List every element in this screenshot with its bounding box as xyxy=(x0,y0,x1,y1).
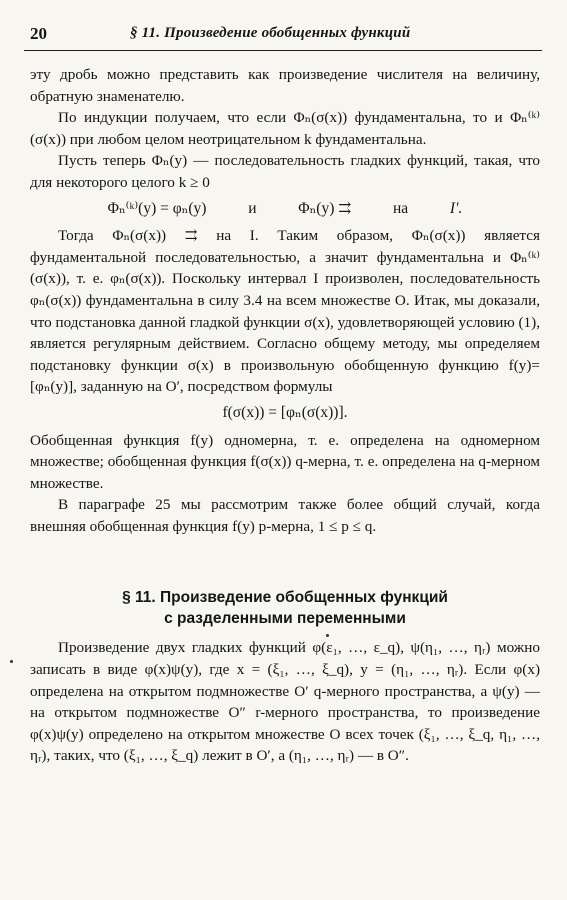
page-body xyxy=(30,64,540,767)
formula-2: f(σ(x)) = [φₙ(σ(x))]. xyxy=(222,403,348,421)
formula-1-tail: на xyxy=(392,199,409,217)
formula-1 xyxy=(30,198,540,220)
paragraph: Произведение двух гладких функций φ(ε₁, …, ε_q), ψ(η₁, …, ηᵣ) можно записать в виде φ(x)ψ(y), где x = (ξ₁, …, ξ_q), y = (η₁, …, ηᵣ). Если φ(x) определена на открытом подмножестве O′ q-мерного пространства, а ψ(y) — на открытом подмножестве O″ r-мерного пространства, то произведение φ(x)ψ(y) определено на открытом множестве O всех точек (ξ₁, …, ξ_q, η₁, …, ηᵣ), таких, что (ξ₁, …, ξ_q) лежит в O′, а (η₁, …, ηᵣ) — в O″. xyxy=(30,639,540,765)
section-heading xyxy=(30,587,540,629)
paragraph: По индукции получаем, что если Φₙ(σ(x)) фундаментальна, то и Φₙ⁽ᵏ⁾(σ(x)) при любом целом неотрицательном k фундаментальна. xyxy=(30,109,540,148)
paragraph: Обобщенная функция f(y) одномерна, т. е. определена на одномерном множестве; обобщенная функция f(σ(x)) q-мерна, т. е. определена на q-мерном множестве. xyxy=(30,431,540,492)
running-title: § 11. Произведение обобщенных функций xyxy=(130,25,411,41)
paragraph: Тогда Φₙ(σ(x)) ⇉ на I. Таким образом, Φₙ(σ(x)) является фундаментальной последовательностью, а значит фундаментальна и Φₙ⁽ᵏ⁾(σ(x)), т. е. φₙ(σ(x)). Поскольку интервал I произволен, последовательность φₙ(σ(x)) фундаментальна в силу 3.4 на всем множестве O. Итак, мы доказали, что подстановка данной гладкой функции σ(x), удовлетворяющей условию (1), является регулярным действием. Согласно общему методу, мы определяем подстановку функции σ(x) в произвольную обобщенную функцию f(y)=[φₙ(y)], заданную на O′, посредством формулы xyxy=(30,227,540,396)
section-title-line-1: § 11. Произведение обобщенных функций xyxy=(122,589,448,607)
paragraph: Пусть теперь Φₙ(y) — последовательность гладких функций, такая, что для некоторого целого k ≥ 0 xyxy=(30,152,540,191)
page-number: 20 xyxy=(30,24,47,43)
section-title-line-2: с разделенными переменными xyxy=(164,610,406,628)
paragraph: эту дробь можно представить как произведение числителя на величину, обратную знаменателю. xyxy=(30,66,540,105)
paragraph: В параграфе 25 мы рассмотрим также более общий случай, когда внешняя обобщенная функция f(y) p-мерна, 1 ≤ p ≤ q. xyxy=(30,496,540,535)
formula-1-set: I′. xyxy=(449,199,463,217)
formula-1-right: Φₙ(y) ⇉ xyxy=(298,199,352,217)
page-header xyxy=(30,24,537,48)
formula-1-left: Φₙ⁽ᵏ⁾(y) = φₙ(y) xyxy=(107,199,207,217)
formula-1-conj: и xyxy=(248,199,257,217)
print-speck xyxy=(326,634,329,637)
header-rule xyxy=(24,50,542,51)
print-speck xyxy=(10,660,13,663)
